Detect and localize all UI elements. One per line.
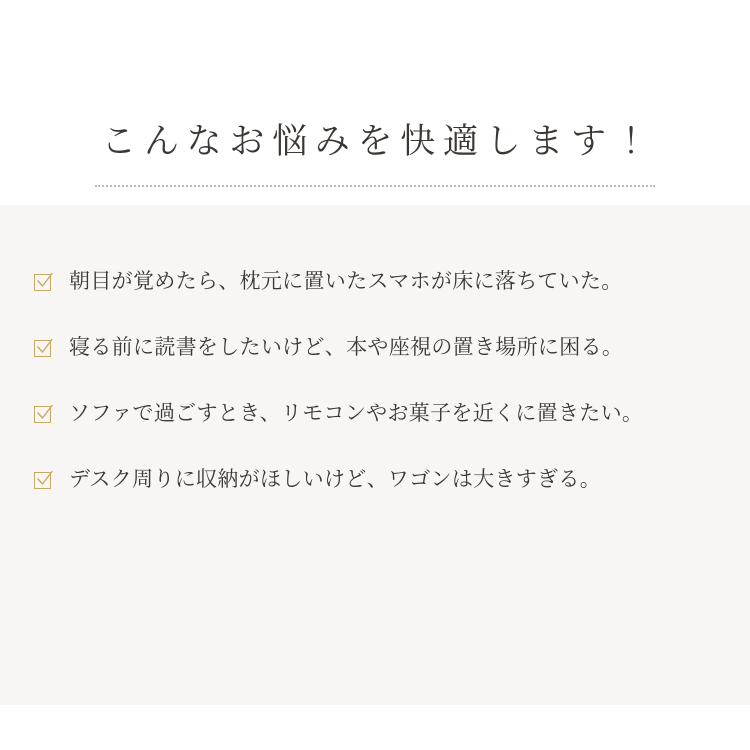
- list-item-label: デスク周りに収納がほしいけど、ワゴンは大きすぎる。: [69, 466, 602, 491]
- list-item-label: ソファで過ごすとき、リモコンやお菓子を近くに置きたい。: [69, 400, 644, 425]
- check-box-icon: [34, 472, 51, 489]
- dotted-divider: [95, 183, 655, 187]
- page-title: こんなお悩みを快適します！: [101, 121, 657, 161]
- concerns-panel: [0, 205, 750, 705]
- footer-strip: [0, 705, 750, 750]
- list-item: [34, 463, 716, 495]
- check-box-icon: [34, 340, 51, 357]
- list-item: [34, 265, 716, 297]
- header-section: [0, 0, 750, 205]
- check-box-icon: [34, 274, 51, 291]
- list-item: [34, 331, 716, 363]
- check-box-icon: [34, 406, 51, 423]
- list-item-label: 寝る前に読書をしたいけど、本や座視の置き場所に困る。: [69, 334, 624, 359]
- concerns-list: [0, 265, 750, 529]
- list-item-label: 朝目が覚めたら、枕元に置いたスマホが床に落ちていた。: [69, 268, 623, 293]
- list-item: [34, 397, 716, 429]
